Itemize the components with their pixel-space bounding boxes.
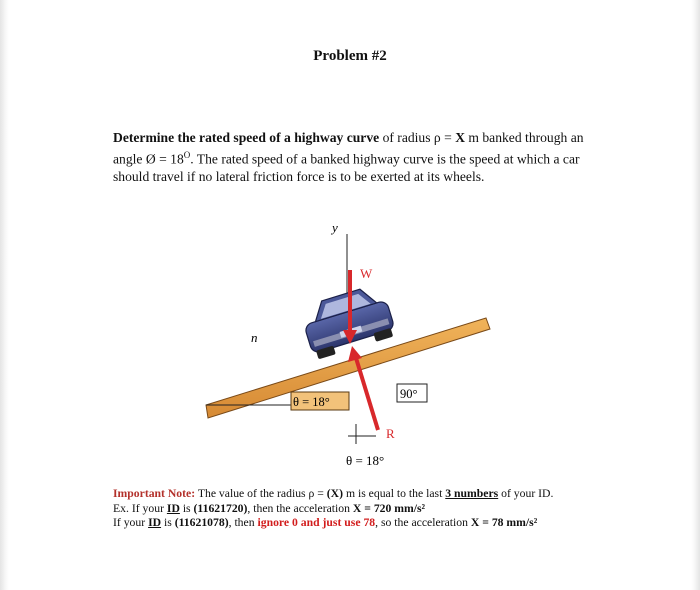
note-equation: X = 78 mm/s² (470, 516, 538, 529)
note-text: , then (228, 516, 258, 529)
phi-symbol: Ø (145, 151, 156, 167)
normal-force-label: R (386, 426, 395, 441)
degree-mark: O (183, 149, 191, 160)
page-edge-left (0, 0, 9, 590)
y-axis-label: y (332, 220, 338, 235)
note-equation: X = 720 mm/s² (352, 501, 426, 515)
statement-bold-lead: Determine the rated speed of a highway curve (113, 130, 380, 145)
bottom-angle-label: θ = 18° (346, 453, 385, 468)
statement-text: . The rated speed of a banked highway curve is the speed at which a car should travel if no lateral friction force is to be exerted at its wheels. (113, 151, 580, 184)
note-line-1 (113, 487, 633, 502)
weight-force-label: W (360, 266, 373, 281)
radius-variable: X (455, 130, 466, 145)
note-heading: Important Note: (113, 487, 196, 500)
rho-symbol: ρ (433, 130, 441, 145)
banked-curve-figure (200, 212, 500, 474)
note-text: is (179, 501, 194, 515)
note-text: Ex. If your (113, 501, 167, 515)
note-line-3 (113, 516, 633, 531)
note-id: ID (148, 516, 162, 529)
statement-text: of radius (379, 130, 434, 145)
important-note (113, 487, 633, 531)
note-text: m is equal to the last (343, 487, 446, 500)
angle-value: 18 (170, 151, 184, 167)
right-angle-label: 90° (400, 387, 418, 401)
normal-force-arrow (356, 358, 378, 430)
problem-statement (113, 129, 613, 185)
note-red-text: ignore 0 and just use 78 (257, 516, 376, 529)
angle-box-label: θ = 18° (293, 395, 330, 409)
note-line-2 (113, 502, 633, 517)
car (299, 283, 397, 361)
statement-text: m banked through an angle (113, 130, 584, 167)
note-numbers: 3 numbers (445, 487, 499, 500)
note-id: ID (166, 501, 180, 515)
note-x: (X) (326, 487, 344, 500)
note-text: of your ID. (498, 487, 554, 500)
note-id-value: (11621078) (174, 516, 229, 529)
page-title: Problem #2 (313, 48, 387, 64)
equals-sign: = (155, 151, 171, 167)
equals-sign: = (440, 130, 456, 145)
note-text: , so the acceleration (375, 516, 471, 529)
note-text: is (161, 516, 175, 529)
page-edge-right (691, 0, 700, 590)
note-text: , then the acceleration (247, 501, 353, 515)
note-text: If your (113, 516, 149, 529)
note-text: The value of the radius ρ = (195, 487, 327, 500)
note-id-value: (11621720) (193, 501, 248, 515)
n-axis-label: n (251, 330, 258, 345)
